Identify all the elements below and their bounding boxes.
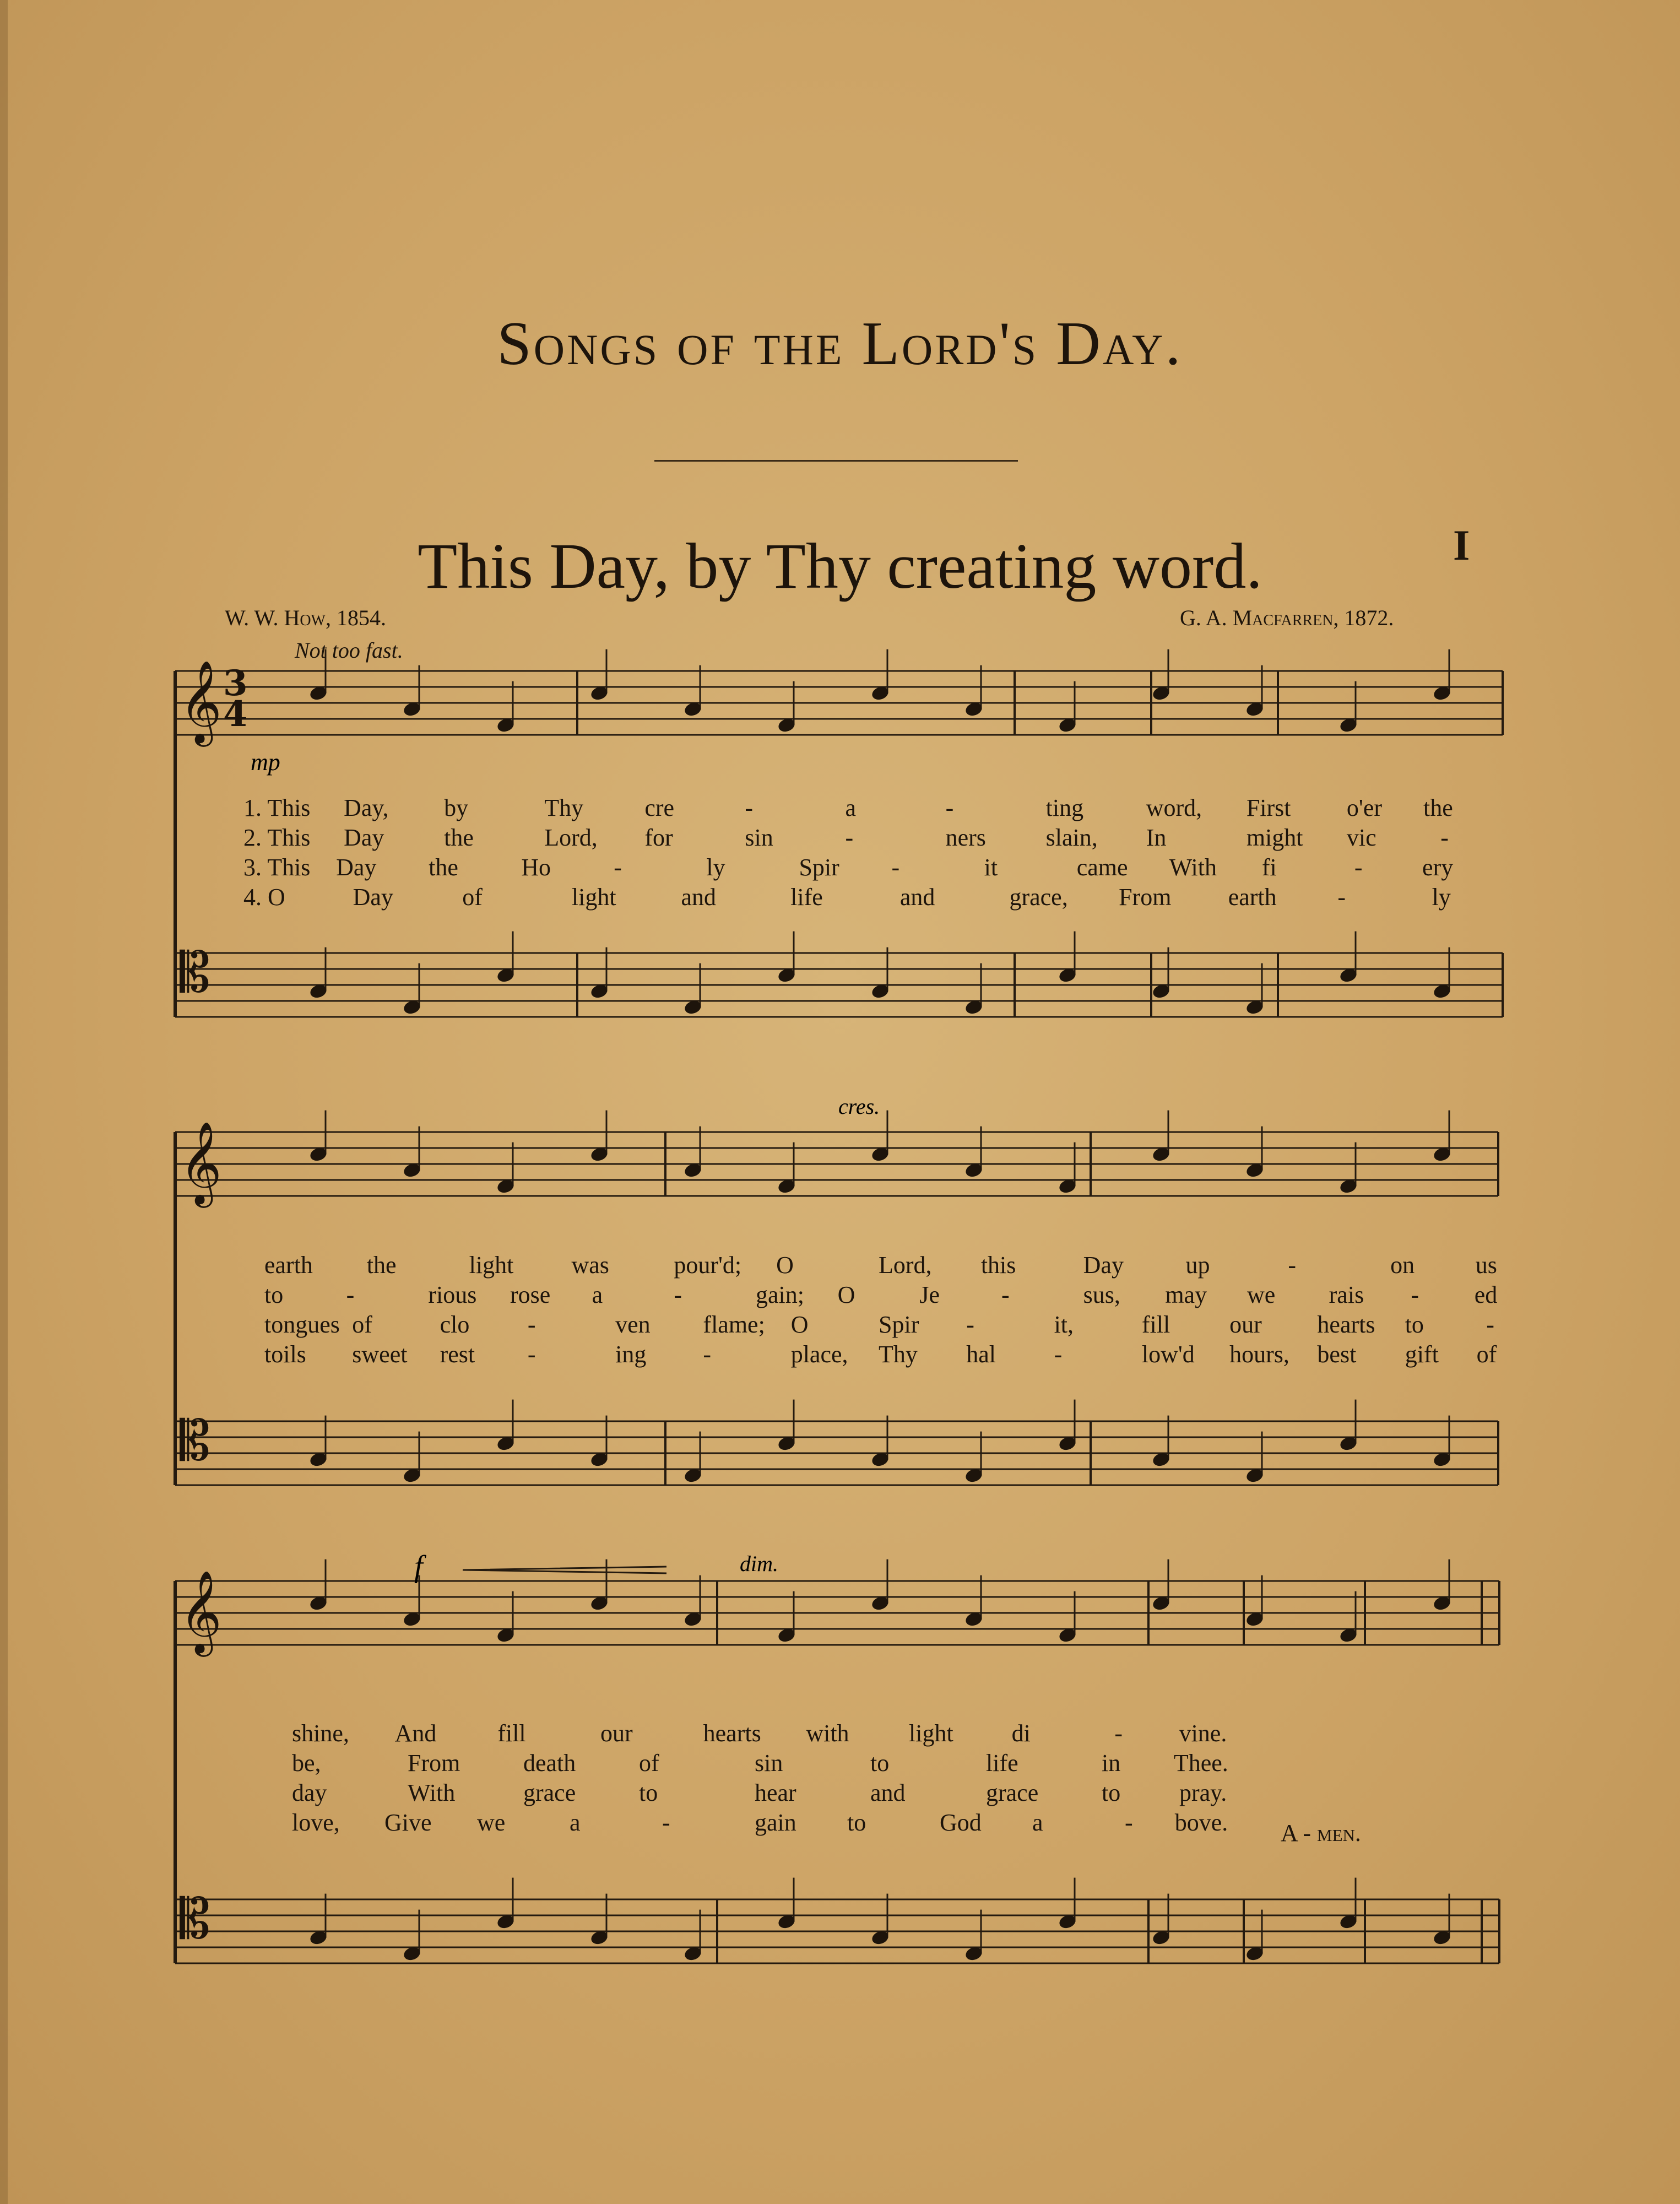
lyric-syllable: With	[408, 1779, 456, 1806]
lyric-syllable: earth	[264, 1252, 313, 1279]
lyric-syllable: grace	[986, 1779, 1039, 1806]
lyric-syllable: grace	[523, 1779, 576, 1806]
lyric-syllable: it	[984, 854, 998, 881]
lyric-syllable: light	[469, 1252, 514, 1279]
lyric-syllable: the	[429, 854, 458, 881]
lyric-syllable: shine,	[292, 1720, 349, 1747]
lyric-syllable: it,	[1054, 1311, 1074, 1338]
lyric-syllable: light	[909, 1720, 953, 1747]
lyric-syllable: life	[790, 884, 823, 911]
lyric-syllable: us	[1475, 1252, 1497, 1279]
lyric-syllable: -	[845, 824, 854, 851]
lyric-syllable: -	[674, 1281, 682, 1308]
lyric-syllable: to	[847, 1809, 866, 1836]
lyric-syllable: -	[1411, 1281, 1419, 1308]
lyric-syllable: Ho	[521, 854, 551, 881]
lyric-syllable: o'er	[1346, 794, 1383, 821]
lyric-syllable: O	[790, 1311, 809, 1338]
dynamic-forte: f	[414, 1550, 423, 1584]
author-credit: W. W. How, 1854.	[225, 605, 386, 630]
lyric-syllable: Day	[344, 824, 384, 851]
lyric-syllable: hearts	[1317, 1311, 1375, 1338]
lyric-syllable: Lord,	[879, 1252, 932, 1279]
lyric-syllable: our	[1229, 1311, 1262, 1338]
crescendo-hairpin	[463, 1567, 666, 1573]
lyric-syllable: Day	[353, 884, 393, 911]
tenor-clef: 𝄡	[180, 1887, 210, 1951]
lyric-syllable: O	[837, 1281, 855, 1308]
lyric-syllable: to	[870, 1750, 890, 1777]
lyric-syllable: and	[681, 884, 717, 911]
lyric-syllable: a	[570, 1809, 581, 1836]
lyric-syllable: -	[1114, 1720, 1123, 1747]
lyric-syllable: Lord,	[544, 824, 598, 851]
lyric-syllable: Thee.	[1173, 1750, 1228, 1777]
lyric-syllable: ing	[615, 1341, 647, 1368]
lyric-syllable: earth	[1228, 884, 1277, 911]
lyric-syllable: bove.	[1174, 1809, 1228, 1836]
lyric-syllable: -	[662, 1809, 670, 1836]
lyric-syllable: Give	[384, 1809, 432, 1836]
lyric-syllable: -	[614, 854, 622, 881]
book-title: Songs of the Lord's Day.	[497, 310, 1183, 378]
lyric-syllable: fill	[1141, 1311, 1170, 1338]
tenor-clef: 𝄡	[180, 1409, 210, 1473]
lyric-syllable: 1. This	[243, 794, 311, 821]
lyric-syllable: the	[444, 824, 474, 851]
lyric-syllable: place,	[790, 1341, 848, 1368]
lyric-syllable: flame;	[703, 1311, 765, 1338]
lyric-syllable: and	[899, 884, 935, 911]
lyric-syllable: be,	[292, 1750, 321, 1777]
lyric-syllable: may	[1165, 1281, 1207, 1308]
lyric-syllable: Day	[1083, 1252, 1124, 1279]
lyric-syllable: And	[394, 1720, 437, 1747]
lyric-syllable: death	[523, 1750, 576, 1777]
lyric-syllable: might	[1246, 824, 1303, 851]
lyric-syllable: on	[1390, 1252, 1415, 1279]
lyric-syllable: hear	[755, 1779, 796, 1806]
dynamic-dim: dim.	[740, 1551, 778, 1576]
lyric-syllable: -	[1054, 1341, 1063, 1368]
lyric-syllable: day	[292, 1779, 327, 1806]
lyric-syllable: up	[1185, 1252, 1210, 1279]
lyric-syllable: Thy	[879, 1341, 918, 1368]
lyric-syllable: light	[571, 884, 616, 911]
lyric-syllable: Je	[919, 1281, 940, 1308]
amen-text: A - men.	[1281, 1819, 1361, 1846]
lyric-syllable: sus,	[1083, 1281, 1120, 1308]
hymn-title: This Day, by Thy creating word.	[418, 530, 1262, 602]
lyric-syllable: ly	[1432, 884, 1451, 911]
lyric-syllable: hal	[966, 1341, 996, 1368]
lyric-syllable: ery	[1422, 854, 1454, 881]
lyric-syllable: rais	[1329, 1281, 1364, 1308]
lyric-syllable: low'd	[1141, 1341, 1195, 1368]
lyric-syllable: grace,	[1009, 884, 1068, 911]
lyric-syllable: toils	[264, 1341, 306, 1368]
tempo-marking: Not too fast.	[295, 638, 403, 663]
lyric-syllable: to	[639, 1779, 658, 1806]
lyric-syllable: -	[1125, 1809, 1133, 1836]
lyric-syllable: 2. This	[243, 824, 311, 851]
lyric-syllable: word,	[1146, 794, 1202, 821]
lyric-syllable: to	[1405, 1311, 1424, 1338]
lyric-syllable: the	[1423, 794, 1453, 821]
lyric-syllable: God	[940, 1809, 982, 1836]
lyric-syllable: sweet	[352, 1341, 408, 1368]
lyric-syllable: we	[477, 1809, 506, 1836]
lyric-syllable: for	[644, 824, 673, 851]
lyric-syllable: Spir	[879, 1311, 919, 1338]
lyric-syllable: -	[346, 1281, 355, 1308]
lyric-syllable: -	[527, 1311, 536, 1338]
clefs	[180, 659, 248, 1951]
lyric-syllable: O	[776, 1252, 794, 1279]
lyric-syllable: fill	[497, 1720, 526, 1747]
lyric-syllable: by	[444, 794, 469, 821]
lyric-syllable: of	[1476, 1341, 1497, 1368]
lyric-syllable: -	[1440, 824, 1449, 851]
lyric-syllable: From	[1119, 884, 1172, 911]
lyric-syllable: tongues	[264, 1311, 340, 1338]
lyric-syllable: -	[1001, 1281, 1010, 1308]
treble-clef: 𝄞	[180, 659, 222, 743]
lyric-syllable: gift	[1405, 1341, 1439, 1368]
tenor-clef: 𝄡	[180, 940, 210, 1005]
lyric-syllable: ly	[706, 854, 725, 881]
lyric-syllable: sin	[755, 1750, 783, 1777]
hymn-number: I	[1453, 521, 1470, 569]
lyric-syllable: Spir	[799, 854, 839, 881]
lyric-syllable: pour'd;	[674, 1252, 742, 1279]
lyric-syllable: -	[966, 1311, 974, 1338]
treble-clef: 𝄞	[180, 1120, 222, 1204]
lyric-syllable: sin	[745, 824, 773, 851]
lyric-syllable: In	[1146, 824, 1167, 851]
lyric-syllable: gain;	[756, 1281, 804, 1308]
lyric-syllable: di	[1011, 1720, 1031, 1747]
lyric-syllable: Day	[336, 854, 377, 881]
lyric-syllable: -	[1354, 854, 1363, 881]
treble-clef: 𝄞	[180, 1569, 222, 1653]
lyric-syllable: cre	[644, 794, 675, 821]
lyric-syllable: hearts	[703, 1720, 761, 1747]
lyric-syllable: a	[845, 794, 857, 821]
lyric-syllable: ting	[1045, 794, 1084, 821]
lyric-syllable: rose	[510, 1281, 551, 1308]
lyric-syllable: slain,	[1045, 824, 1098, 851]
dynamic-mp: mp	[251, 749, 280, 776]
composer-credit: G. A. Macfarren, 1872.	[1180, 605, 1394, 630]
lyric-syllable: -	[945, 794, 954, 821]
lyric-syllable: With	[1169, 854, 1217, 881]
lyric-syllable: love,	[292, 1809, 340, 1836]
lyric-syllable: vine.	[1179, 1720, 1227, 1747]
lyric-syllable: -	[1337, 884, 1346, 911]
lyric-syllable: came	[1076, 854, 1128, 881]
dynamic-cres: cres.	[838, 1094, 880, 1119]
lyric-syllable: ners	[945, 824, 986, 851]
lyric-syllable: best	[1317, 1341, 1357, 1368]
lyric-syllable: 4. O	[243, 884, 285, 911]
lyric-syllable: of	[352, 1311, 372, 1338]
lyric-syllable: to	[264, 1281, 284, 1308]
lyric-syllable: our	[600, 1720, 633, 1747]
lyric-syllable: a	[1032, 1809, 1043, 1836]
lyric-syllable: 3. This	[243, 854, 311, 881]
lyric-syllable: vic	[1346, 824, 1376, 851]
lyric-syllable: Day,	[344, 794, 389, 821]
lyric-syllable: a	[592, 1281, 603, 1308]
lyric-syllable: with	[806, 1720, 849, 1747]
lyric-syllable: the	[366, 1252, 397, 1279]
lyric-syllable: life	[986, 1750, 1018, 1777]
lyric-syllable: rious	[428, 1281, 477, 1308]
lyric-syllable: -	[1486, 1311, 1494, 1338]
lyric-syllable: hours,	[1229, 1341, 1289, 1368]
lyric-syllable: -	[1288, 1252, 1296, 1279]
lyric-syllable: to	[1102, 1779, 1121, 1806]
lyric-syllable: in	[1102, 1750, 1121, 1777]
lyric-syllable: -	[891, 854, 900, 881]
lyric-syllable: clo	[440, 1311, 470, 1338]
lyric-syllable: -	[745, 794, 754, 821]
lyric-syllable: fi	[1261, 854, 1277, 881]
lyric-syllable: -	[527, 1341, 536, 1368]
lyric-syllable: pray.	[1179, 1779, 1227, 1806]
lyric-syllable: this	[980, 1252, 1016, 1279]
lyric-syllable: Thy	[544, 794, 584, 821]
lyric-syllable: of	[462, 884, 483, 911]
lyric-syllable: ed	[1474, 1281, 1498, 1308]
lyric-syllable: From	[408, 1750, 460, 1777]
lyric-syllable: gain	[755, 1809, 796, 1836]
lyric-syllable: First	[1246, 794, 1291, 821]
lyric-syllable: was	[571, 1252, 609, 1279]
lyric-syllable: ven	[615, 1311, 651, 1338]
lyric-syllable: we	[1247, 1281, 1276, 1308]
lyric-syllable: and	[870, 1779, 906, 1806]
lyric-syllable: of	[639, 1750, 659, 1777]
time-signature: 4	[223, 694, 248, 735]
time-signature: 3	[223, 663, 248, 704]
lyric-syllable: -	[703, 1341, 712, 1368]
lyric-syllable: rest	[440, 1341, 475, 1368]
